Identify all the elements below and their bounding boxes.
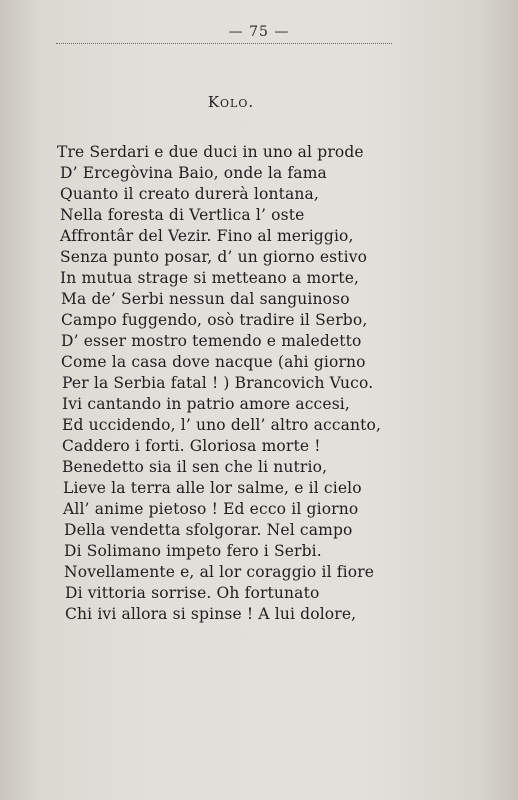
poem-line: All’ anime pietoso ! Ed ecco il giorno [63,500,359,518]
poem-line: Di vittoria sorrise. Oh fortunato [65,584,320,602]
poem-line: Quanto il creato durerà lontana, [60,185,319,203]
poem-title: Kolo. [207,93,255,111]
poem-line: Di Solimano impeto fero i Serbi. [64,542,322,560]
poem-line: Chi ivi allora si spinse ! A lui dolore, [65,605,357,623]
poem-line: Benedetto sia il sen che li nutrio, [62,458,328,476]
poem-line: Ed uccidendo, l’ uno dell’ altro accanto, [62,416,382,434]
poem-line: Ma de’ Serbi nessun dal sanguinoso [61,290,350,308]
page-number: — 75 — [228,24,290,40]
poem-line: Novellamente e, al lor coraggio il fiore [64,563,375,581]
poem-line: Nella foresta di Vertlica l’ oste [60,206,305,224]
poem-line: Ivi cantando in patrio amore accesi, [62,395,350,413]
poem-body [0,142,420,625]
poem-line: Campo fuggendo, osò tradire il Serbo, [61,311,368,329]
poem-line: Tre Serdari e due duci in uno al prode [57,143,364,161]
poem-line: Caddero i forti. Gloriosa morte ! [62,437,321,455]
poem-line: Affrontâr del Vezir. Fino al meriggio, [60,227,354,245]
poem-line: Della vendetta sfolgorar. Nel campo [64,521,353,539]
header-rule [56,43,392,44]
poem-line: In mutua strage si metteano a morte, [60,269,360,287]
poem-line: Come la casa dove nacque (ahi giorno [61,353,366,371]
poem-line: D’ esser mostro temendo e maledetto [61,332,362,350]
poem-line: D’ Ercegòvina Baio, onde la fama [60,164,327,182]
poem-line: Senza punto posar, d’ un giorno estivo [60,248,368,266]
poem-line: Per la Serbia fatal ! ) Brancovich Vuco. [62,374,374,392]
poem-line: Lieve la terra alle lor salme, e il cielo [63,479,362,497]
